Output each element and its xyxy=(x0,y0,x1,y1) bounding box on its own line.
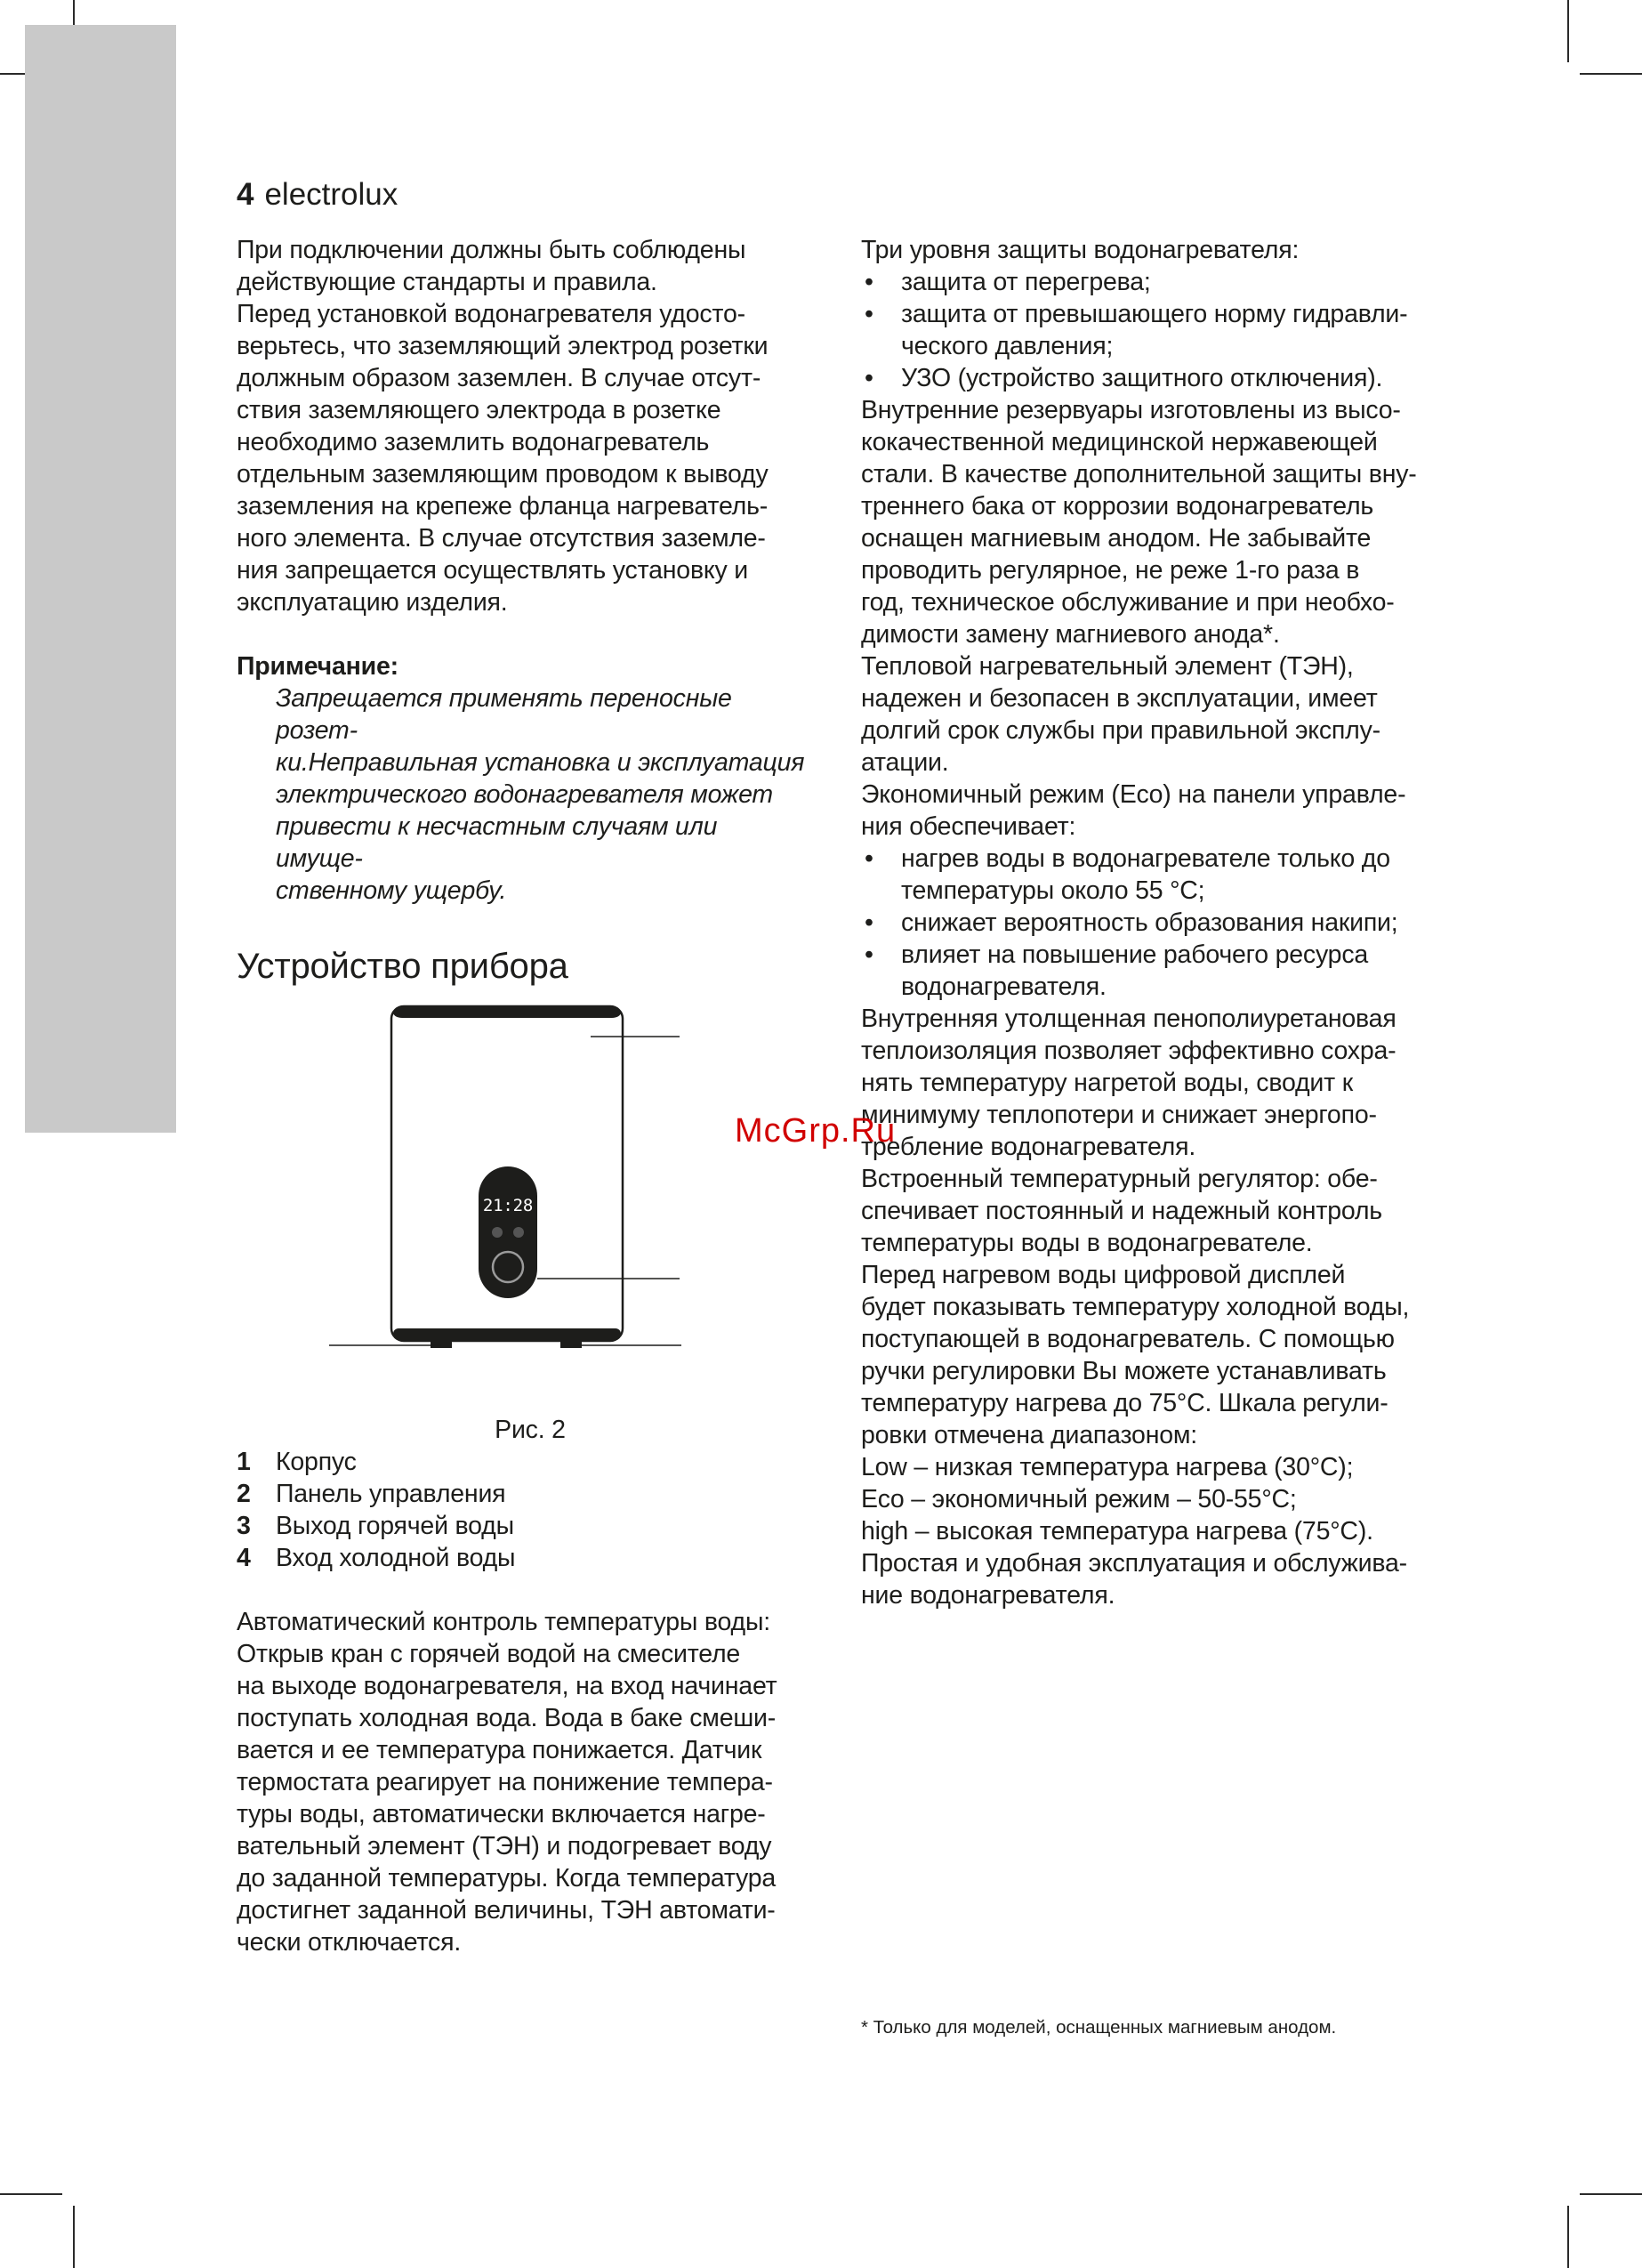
protection-list xyxy=(861,266,1466,394)
list-item: • защита от перегрева; xyxy=(865,268,1151,296)
figure-water-heater xyxy=(237,996,806,1414)
list-item: • снижает вероятность образования накипи; xyxy=(865,908,1398,937)
section-title: Устройство прибора xyxy=(237,947,568,986)
control-panel xyxy=(479,1166,537,1298)
tanks-paragraph: Внутренние резервуары изготовлены из высо- кокачественной медицинской нержавеющей стали. В качестве дополнительной защиты вну- треннего бака от коррозии водонагреватель оснащен магниевым анодом. Не забывайте проводить регулярное, не реже 1-го раза в год, техническое обслуживание и при необхо- димости замену магниевого анода*. Тепловой нагревательный элемент (ТЭН), надежен и безопасен в эксплуатации, имеет долгий срок службы при правильной эксплу- атации. Экономичный режим (Eco) на панели управле- ния обеспечивает: xyxy=(861,396,1417,841)
panel-button-icon xyxy=(513,1227,524,1238)
legend-list xyxy=(237,1446,806,1574)
page-number: 4 xyxy=(237,177,254,212)
panel-button-icon xyxy=(492,1227,503,1238)
list-item: • защита от превышающего норму гидравли- ческого давления; xyxy=(865,300,1408,360)
page-header xyxy=(237,174,398,216)
water-heater-illustration xyxy=(237,996,824,1414)
crop-mark xyxy=(73,2206,75,2268)
list-item: • УЗО (устройство защитного отключения). xyxy=(865,364,1383,392)
legend-item: 2 Панель управления xyxy=(237,1480,506,1508)
side-band xyxy=(25,25,176,1133)
crop-mark xyxy=(0,2193,62,2195)
heater-top-band xyxy=(393,1007,621,1018)
crop-mark xyxy=(1567,2206,1569,2268)
brand-name: electrolux xyxy=(264,177,398,212)
eco-list xyxy=(861,843,1466,1003)
crop-mark xyxy=(1580,73,1642,75)
auto-control-paragraph: Автоматический контроль температуры воды: Открыв кран с горячей водой на смесителе на выходе водонагревателя, на вход начинает поступать холодная вода. Вода в баке смеши- вается и ее температура понижается. Датчик термостата реагирует на понижение темпера- туры воды, автоматически включается нагре- вательный элемент (ТЭН) и подогревает воду до заданной температуры. Когда температура достигнет заданной величины, ТЭН автомати- чески отключается. xyxy=(237,1608,777,1957)
footnote: * Только для моделей, оснащенных магниевым анодом. xyxy=(861,2017,1337,2038)
list-item: • нагрев воды в водонагревателе только до температуры около 55 °С; xyxy=(865,844,1390,905)
protection-heading: Три уровня защиты водонагревателя: xyxy=(861,236,1300,264)
crop-mark xyxy=(1567,0,1569,62)
legend-item: 4 Вход холодной воды xyxy=(237,1544,516,1572)
legend-item: 3 Выход горячей воды xyxy=(237,1512,514,1540)
right-column xyxy=(861,234,1466,1611)
insulation-paragraph: Внутренняя утолщенная пенополиуретановая теплоизоляция позволяет эффективно сохра- нять температуру нагретой воды, сводит к минимуму теплопотери и снижает энергопо- требление водонагревателя. Встроенный температурный регулятор: обе- спечивает постоянный и надежный контроль температуры воды в водонагревателе. Перед нагревом воды цифровой дисплей будет показывать температуру холодной воды, поступающей в водонагреватель. С помощью ручки регулировки Вы можете устанавливать температуру нагрева до 75°С. Шкала регули- ровки отмечена диапазоном: Low – низкая температура нагрева (30°С); Eco – экономичный режим – 50-55°С; high – высокая температура нагрева (75°С). Простая и удобная эксплуатация и обслужива- ние водонагревателя. xyxy=(861,1005,1410,1610)
display-time: 21:28 xyxy=(482,1196,534,1215)
figure-caption: Рис. 2 xyxy=(495,1416,566,1444)
note-text: Запрещается применять переносные розет- ки.Неправильная установка и эксплуатация электрического водонагревателя может привести к несчастным случаям или имуще- ственному ущербу. xyxy=(276,684,805,905)
crop-mark xyxy=(1580,2193,1642,2195)
note-title: Примечание: xyxy=(237,652,398,681)
watermark: McGrp.Ru xyxy=(735,1112,897,1150)
legend-item: 1 Корпус xyxy=(237,1448,357,1476)
heater-bottom-band xyxy=(393,1328,621,1340)
intro-paragraph: При подключении должны быть соблюдены действующие стандарты и правила. Перед установкой водонагревателя удосто- верьтесь, что заземляющий электрод розетки должным образом заземлен. В случае отсут- ствия заземляющего электрода в розетке необходимо заземлить водонагреватель отдельным заземляющим проводом к выводу заземления на крепеже фланца нагреватель- ного элемента. В случае отсутствия заземле- ния запрещается осуществлять установку и эксплуатацию изделия. xyxy=(237,236,769,617)
list-item: • влияет на повышение рабочего ресурса водонагревателя. xyxy=(865,940,1369,1001)
hot-water-outlet xyxy=(431,1339,452,1348)
cold-water-inlet xyxy=(560,1339,582,1348)
left-column xyxy=(237,234,806,1958)
